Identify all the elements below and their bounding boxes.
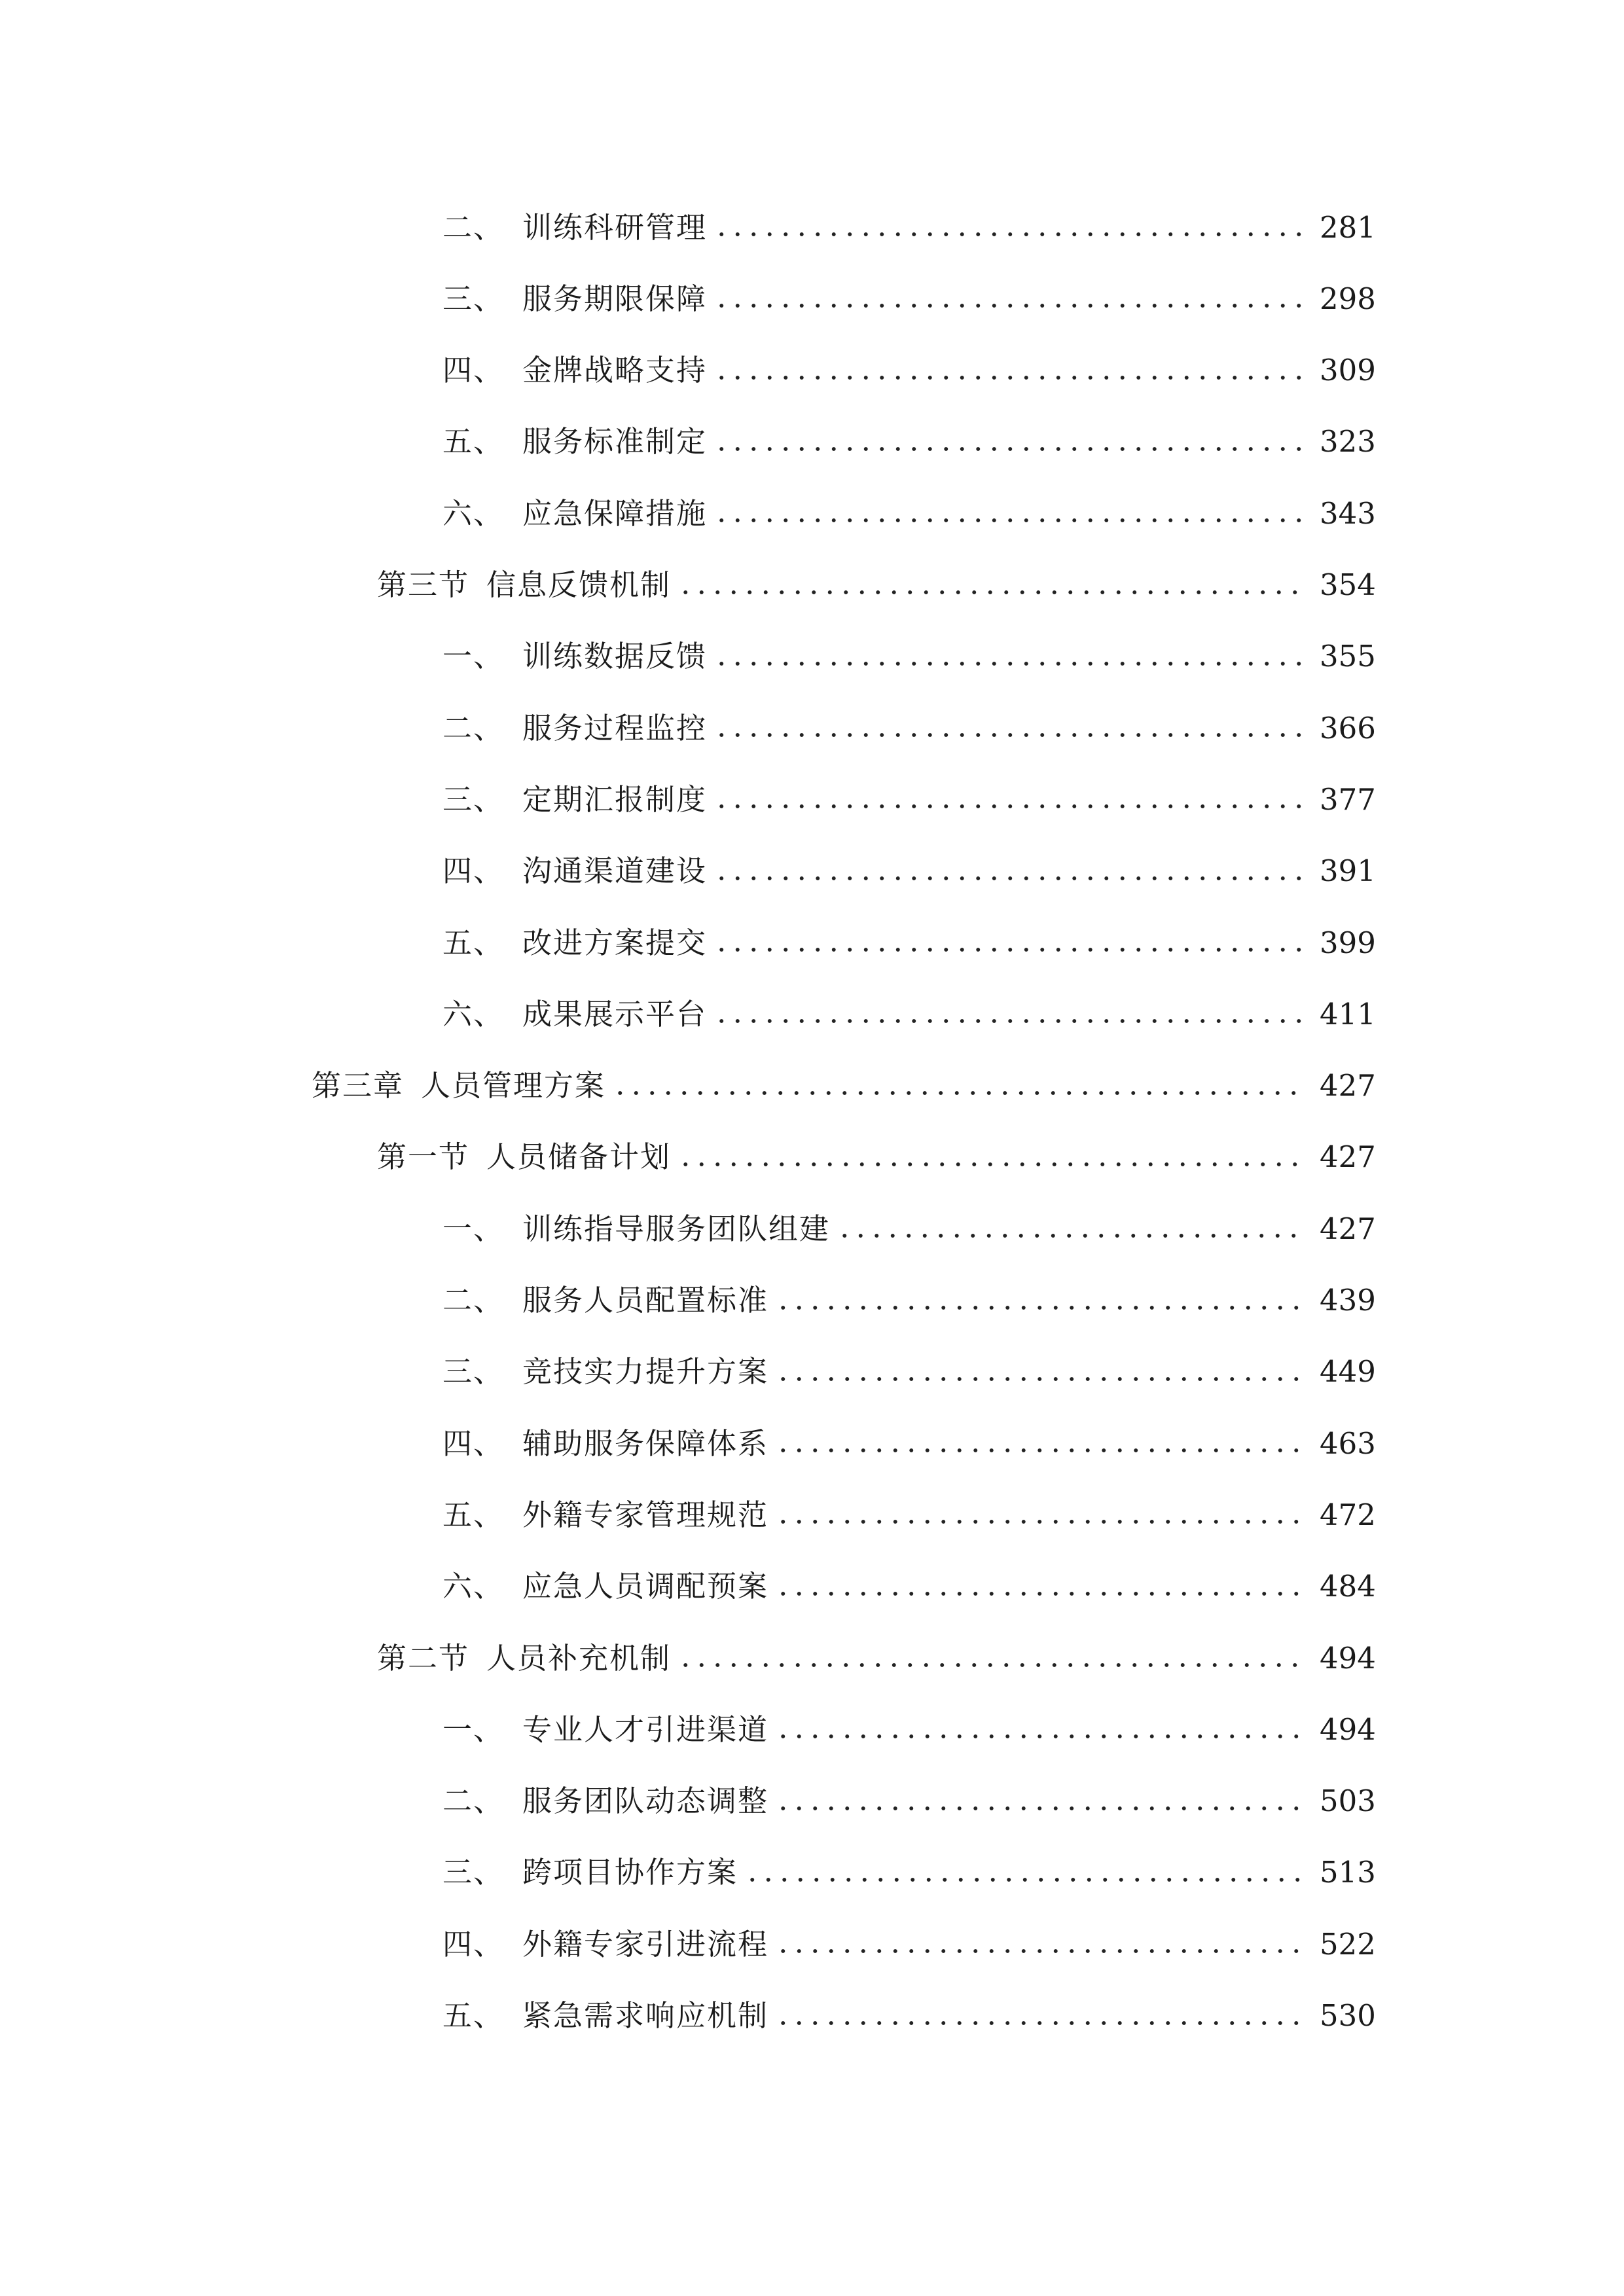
- dot-leader: [775, 1734, 1304, 1739]
- toc-entry-title: 应急人员调配预案: [522, 1569, 769, 1604]
- toc-entry-page-number: 530: [1320, 1998, 1376, 2033]
- dot-leader: [713, 375, 1304, 380]
- toc-entry-item[interactable]: [442, 1346, 1376, 1398]
- toc-entry-page-number: 281: [1320, 209, 1376, 245]
- toc-entry-number: 四、: [442, 353, 505, 388]
- toc-entry-page-number: 399: [1320, 925, 1376, 960]
- toc-entry-item[interactable]: [442, 416, 1376, 468]
- dot-leader: [612, 1090, 1304, 1096]
- toc-entry-title: 跨项目协作方案: [522, 1855, 738, 1890]
- toc-entry-title: 定期汇报制度: [522, 781, 708, 817]
- toc-entry-item[interactable]: [442, 845, 1376, 897]
- dot-leader: [713, 1018, 1304, 1024]
- toc-entry-title: 人员补充机制: [486, 1640, 672, 1676]
- toc-entry-page-number: 298: [1320, 281, 1376, 316]
- toc-entry-number: 五、: [442, 925, 505, 960]
- toc-entry-page-number: 377: [1320, 781, 1376, 817]
- dot-leader: [775, 1305, 1304, 1310]
- toc-entry-item[interactable]: [442, 1846, 1376, 1899]
- toc-entry-page-number: 503: [1320, 1784, 1376, 1819]
- toc-entry-page-number: 494: [1320, 1712, 1376, 1747]
- toc-entry-title: 改进方案提交: [522, 925, 708, 960]
- toc-entry-title: 服务团队动态调整: [522, 1784, 769, 1819]
- toc-entry-page-number: 449: [1320, 1354, 1376, 1390]
- toc-entry-title: 应急保障措施: [522, 495, 708, 531]
- toc-entry-page-number: 354: [1320, 567, 1376, 602]
- dot-leader: [713, 232, 1304, 237]
- dot-leader: [713, 661, 1304, 666]
- toc-entry-page-number: 513: [1320, 1855, 1376, 1890]
- toc-entry-item[interactable]: [442, 916, 1376, 969]
- dot-leader: [713, 518, 1304, 523]
- toc-entry-page-number: 427: [1320, 1068, 1376, 1103]
- toc-entry-page-number: 391: [1320, 853, 1376, 889]
- toc-entry-item[interactable]: [442, 1775, 1376, 1827]
- toc-entry-number: 五、: [442, 1998, 505, 2033]
- toc-entry-page-number: 439: [1320, 1283, 1376, 1318]
- toc-entry-title: 人员储备计划: [486, 1139, 672, 1175]
- toc-entry-page-number: 411: [1320, 996, 1376, 1031]
- dot-leader: [775, 1519, 1304, 1524]
- toc-entry-item[interactable]: [442, 1918, 1376, 1970]
- toc-entry-page-number: 494: [1320, 1640, 1376, 1676]
- toc-entry-number: 三、: [442, 1855, 505, 1890]
- toc-entry-page-number: 343: [1320, 495, 1376, 531]
- toc-entry-item[interactable]: [442, 344, 1376, 397]
- toc-entry-number: 一、: [442, 639, 505, 674]
- toc-entry-item[interactable]: [442, 1274, 1376, 1327]
- toc-entry-number: 四、: [442, 853, 505, 889]
- toc-entry-number: 四、: [442, 1426, 505, 1461]
- dot-leader: [713, 303, 1304, 308]
- toc-entry-title: 专业人才引进渠道: [522, 1712, 769, 1747]
- dot-leader: [775, 2020, 1304, 2026]
- dot-leader: [677, 1662, 1304, 1668]
- toc-entry-item[interactable]: [442, 773, 1376, 825]
- toc-entry-page-number: 522: [1320, 1926, 1376, 1962]
- toc-entry-number: 三、: [442, 281, 505, 316]
- toc-entry-section[interactable]: [377, 1632, 1376, 1684]
- toc-entry-number: 六、: [442, 1569, 505, 1604]
- toc-entry-item[interactable]: [442, 201, 1376, 253]
- toc-entry-page-number: 427: [1320, 1139, 1376, 1175]
- toc-entry-title: 服务人员配置标准: [522, 1283, 769, 1318]
- toc-entry-item[interactable]: [442, 988, 1376, 1040]
- toc-entry-title: 外籍专家管理规范: [522, 1497, 769, 1532]
- toc-entry-item[interactable]: [442, 1202, 1376, 1255]
- toc-entry-item[interactable]: [442, 1560, 1376, 1613]
- toc-entry-page-number: 484: [1320, 1569, 1376, 1604]
- dot-leader: [744, 1877, 1304, 1882]
- toc-entry-item[interactable]: [442, 1990, 1376, 2042]
- dot-leader: [775, 1376, 1304, 1382]
- toc-entry-number: 第三节: [377, 567, 470, 602]
- toc-entry-section[interactable]: [377, 1131, 1376, 1183]
- toc-entry-item[interactable]: [442, 272, 1376, 325]
- toc-entry-number: 一、: [442, 1211, 505, 1246]
- toc-entry-title: 外籍专家引进流程: [522, 1926, 769, 1962]
- dot-leader: [775, 1591, 1304, 1596]
- toc-entry-item[interactable]: [442, 487, 1376, 539]
- toc-entry-title: 成果展示平台: [522, 996, 708, 1031]
- toc-entry-number: 二、: [442, 209, 505, 245]
- dot-leader: [775, 1948, 1304, 1954]
- toc-entry-page-number: 427: [1320, 1211, 1376, 1246]
- toc-entry-title: 人员管理方案: [421, 1068, 606, 1103]
- dot-leader: [775, 1448, 1304, 1453]
- toc-entry-number: 第二节: [377, 1640, 470, 1676]
- toc-entry-number: 一、: [442, 1712, 505, 1747]
- dot-leader: [775, 1806, 1304, 1811]
- dot-leader: [713, 947, 1304, 952]
- toc-entry-item[interactable]: [442, 1417, 1376, 1469]
- toc-entry-title: 训练数据反馈: [522, 639, 708, 674]
- toc-entry-title: 训练指导服务团队组建: [522, 1211, 831, 1246]
- toc-entry-number: 二、: [442, 710, 505, 745]
- toc-entry-page-number: 463: [1320, 1426, 1376, 1461]
- toc-entry-number: 三、: [442, 781, 505, 817]
- toc-entry-page-number: 472: [1320, 1497, 1376, 1532]
- toc-entry-number: 第一节: [377, 1139, 470, 1175]
- toc-entry-number: 五、: [442, 1497, 505, 1532]
- toc-entry-chapter[interactable]: [312, 1060, 1376, 1112]
- dot-leader: [713, 804, 1304, 809]
- toc-entry-title: 训练科研管理: [522, 209, 708, 245]
- toc-entry-item[interactable]: [442, 702, 1376, 754]
- dot-leader: [677, 1162, 1304, 1167]
- toc-entry-title: 信息反馈机制: [486, 567, 672, 602]
- toc-entry-number: 二、: [442, 1784, 505, 1819]
- toc-entry-item[interactable]: [442, 1488, 1376, 1541]
- toc-entry-title: 竞技实力提升方案: [522, 1354, 769, 1390]
- dot-leader: [713, 876, 1304, 881]
- toc-entry-number: 五、: [442, 424, 505, 459]
- dot-leader: [713, 732, 1304, 738]
- toc-entry-number: 二、: [442, 1283, 505, 1318]
- toc-entry-title: 沟通渠道建设: [522, 853, 708, 889]
- toc-entry-number: 四、: [442, 1926, 505, 1962]
- toc-entry-title: 服务期限保障: [522, 281, 708, 316]
- toc-entry-title: 服务过程监控: [522, 710, 708, 745]
- toc-entry-section[interactable]: [377, 559, 1376, 611]
- toc-entry-page-number: 366: [1320, 710, 1376, 745]
- toc-entry-item[interactable]: [442, 630, 1376, 683]
- dot-leader: [837, 1233, 1304, 1238]
- toc-entry-number: 六、: [442, 996, 505, 1031]
- dot-leader: [713, 446, 1304, 452]
- toc-entry-title: 辅助服务保障体系: [522, 1426, 769, 1461]
- toc-entry-title: 紧急需求响应机制: [522, 1998, 769, 2033]
- toc-entry-page-number: 355: [1320, 639, 1376, 674]
- toc-entry-number: 三、: [442, 1354, 505, 1390]
- toc-entry-item[interactable]: [442, 1703, 1376, 1755]
- toc-entry-page-number: 323: [1320, 424, 1376, 459]
- toc-entry-page-number: 309: [1320, 353, 1376, 388]
- toc-entry-number: 六、: [442, 495, 505, 531]
- dot-leader: [677, 590, 1304, 595]
- toc-entry-title: 金牌战略支持: [522, 353, 708, 388]
- toc-entry-title: 服务标准制定: [522, 424, 708, 459]
- toc-entry-number: 第三章: [312, 1068, 405, 1103]
